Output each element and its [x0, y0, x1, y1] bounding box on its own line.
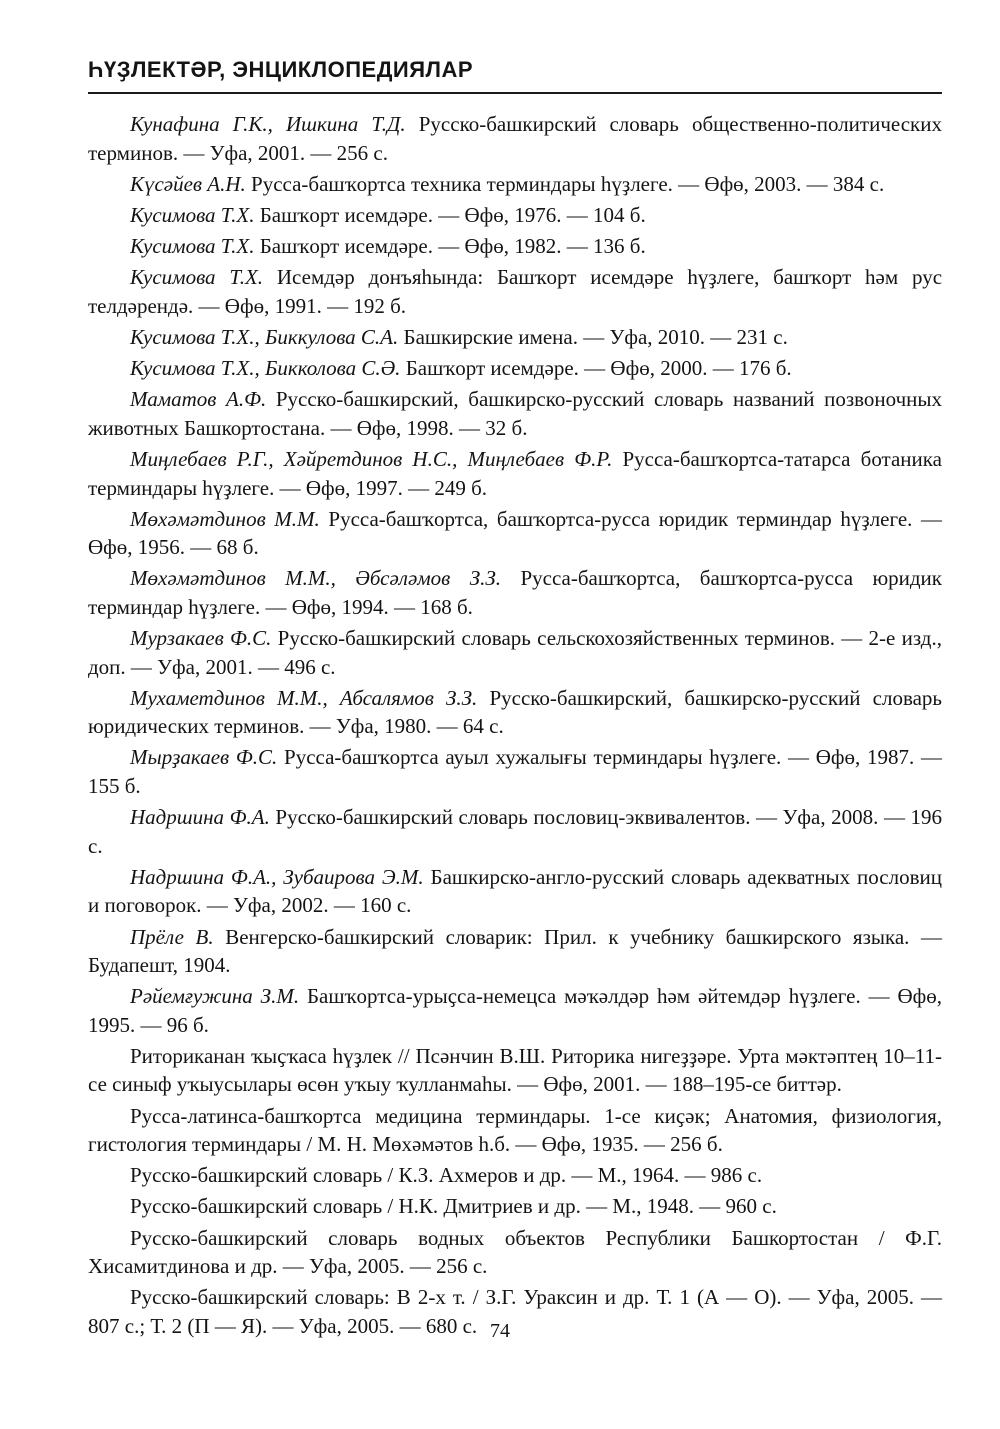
entry-text: Русско-башкирский словарь / К.З. Ахмеров и др. — М., 1964. — 986 с.	[130, 1163, 763, 1188]
bibliography-entry	[88, 1102, 942, 1159]
bibliography-entry	[88, 1161, 942, 1190]
page-content	[88, 50, 942, 1343]
bibliography-list	[88, 110, 942, 1340]
bibliography-entry	[88, 684, 942, 741]
bibliography-entry	[88, 743, 942, 800]
entry-authors: Кусимова Т.Х.	[130, 265, 264, 290]
entry-text: Русса-башҡортса-татарса ботаника терминдары һүҙлеге. — Өфө, 1997. — 249 б.	[88, 447, 942, 500]
entry-text: Венгерско-башкирский словарик: Прил. к учебнику башкирского языка. — Будапешт, 1904.	[88, 924, 942, 977]
entry-authors: Кусимова Т.Х.	[130, 202, 255, 227]
entry-text: Русско-башкирский словарь: В 2-х т. / З.Г. Ураксин и др. Т. 1 (А — О). — Уфа, 2005. — 807 с.; Т. 2 (П — Я). — Уфа, 2005. — 680 с.	[88, 1285, 942, 1338]
bibliography-entry	[88, 1042, 942, 1099]
bibliography-entry	[88, 1224, 942, 1281]
bibliography-entry	[88, 564, 942, 621]
entry-text: Башкирские имена. — Уфа, 2010. — 231 с.	[403, 324, 788, 349]
entry-authors: Күсәйев А.Н.	[130, 171, 246, 196]
bibliography-entry	[88, 110, 942, 167]
entry-text: Русса-башҡортса, башҡортса-русса юридик терминдар һүҙлеге. — Өфө, 1994. — 168 б.	[88, 566, 942, 619]
page-number: 74	[490, 1320, 510, 1342]
bibliography-entry	[88, 505, 942, 562]
entry-text: Башҡорт исемдәре. — Өфө, 2000. — 176 б.	[405, 356, 792, 381]
entry-authors: Мурзакаев Ф.С.	[130, 626, 272, 651]
entry-text: Русско-башкирский, башкирско-русский словарь юридических терминов. — Уфа, 1980. — 64 с.	[88, 685, 942, 739]
bibliography-entry	[88, 232, 942, 261]
entry-text: Русско-башкирский словарь сельскохозяйственных терминов. — 2-е изд., доп. — Уфа, 2001. — 496 с.	[88, 626, 942, 679]
entry-text: Башҡорт исемдәре. — Өфө, 1982. — 136 б.	[259, 234, 646, 259]
entry-text: Риториканан ҡыҫҡаса һүҙлек // Псәнчин В.Ш. Риторика нигеҙҙәре. Урта мәктәптең 10–11-се синыф уҡыусылары өсөн уҡыу ҡулланмаһы. — Өфө, 2001. — 188–195-се биттәр.	[88, 1043, 942, 1097]
entry-text: Русско-башкирский словарь пословиц-эквивалентов. — Уфа, 2008. — 196 с.	[88, 805, 943, 858]
bibliography-entry	[88, 263, 942, 320]
entry-text: Русса-башҡортса техника терминдары һүҙлеге. — Өфө, 2003. — 384 с.	[251, 171, 885, 196]
entry-authors: Мухаметдинов М.М., Абсалямов З.З.	[130, 685, 478, 710]
entry-authors: Кунафина Г.К., Ишкина Т.Д.	[130, 112, 406, 136]
bibliography-entry	[88, 354, 942, 383]
entry-authors: Мырҙакаев Ф.С.	[130, 745, 278, 770]
entry-authors: Кусимова Т.Х., Бикколова С.Ә.	[130, 356, 401, 381]
bibliography-entry	[88, 385, 942, 442]
entry-text: Русско-башкирский словарь / Н.К. Дмитриев и др. — М., 1948. — 960 с.	[130, 1194, 777, 1219]
bibliography-entry	[88, 982, 942, 1039]
entry-text: Русса-башҡортса ауыл хужалығы терминдары һүҙлеге. — Өфө, 1987. — 155 б.	[88, 745, 943, 798]
bibliography-entry	[88, 624, 942, 681]
bibliography-entry	[88, 923, 942, 980]
entry-text: Русса-башҡортса, башҡортса-русса юридик терминдар һүҙлеге. — Өфө, 1956. — 68 б.	[88, 506, 943, 560]
entry-text: Башҡортса-урыҫса-немецса мәҡәлдәр һәм әйтемдәр һүҙлеге. — Өфө, 1995. — 96 б.	[88, 984, 943, 1037]
bibliography-entry	[88, 863, 942, 920]
entry-text: Башкирско-англо-русский словарь адекватных пословиц и поговорок. — Уфа, 2002. — 160 с.	[88, 864, 943, 918]
running-head-title: ҺҮҘЛЕКТӘР, ЭНЦИКЛОПЕДИЯЛАР	[88, 57, 474, 82]
entry-authors: Мөхәмәтдинов М.М.	[130, 506, 320, 531]
entry-authors: Надршина Ф.А., Зубаирова Э.М.	[130, 864, 424, 889]
entry-authors: Кусимова Т.Х., Биккулова С.А.	[130, 324, 399, 349]
header-rule	[88, 92, 942, 94]
entry-authors: Рәйемғужина З.М.	[130, 984, 300, 1009]
bibliography-entry	[88, 323, 942, 352]
entry-authors: Мөхәмәтдинов М.М., Әбсәләмов З.З.	[130, 566, 502, 591]
bibliography-entry	[88, 170, 942, 199]
entry-text: Русско-башкирский словарь общественно-политических терминов. — Уфа, 2001. — 256 с.	[88, 112, 942, 165]
entry-text: Русса-латинса-башҡортса медицина терминдары. 1-се киҫәк; Анатомия, физиология, гистология терминдары / М. Н. Мөхәмәтов һ.б. — Өфө, 1935. — 256 б.	[88, 1103, 942, 1157]
entry-authors: Миңлебаев Р.Г., Хәйретдинов Н.С., Миңлебаев Ф.Р.	[130, 447, 613, 471]
bibliography-entry	[88, 1192, 942, 1221]
entry-authors: Прёле В.	[130, 924, 214, 949]
entry-text: Русско-башкирский словарь водных объектов Республики Башкортостан / Ф.Г. Хисамитдинова и др. — Уфа, 2005. — 256 с.	[88, 1225, 942, 1279]
entry-text: Исемдәр донъяһында: Башҡорт исемдәре һүҙлеге, башҡорт һәм рус телдәрендә. — Өфө, 1991. — 192 б.	[88, 265, 943, 318]
entry-authors: Маматов А.Ф.	[130, 387, 267, 412]
bibliography-entry	[88, 803, 942, 860]
entry-authors: Кусимова Т.Х.	[130, 234, 255, 259]
entry-authors: Надршина Ф.А.	[130, 805, 270, 830]
entry-text: Башҡорт исемдәре. — Өфө, 1976. — 104 б.	[259, 202, 646, 227]
bibliography-entry	[88, 201, 942, 230]
bibliography-entry	[88, 445, 942, 502]
entry-text: Русско-башкирский, башкирско-русский словарь названий позвоночных животных Башкортостана. — Өфө, 1998. — 32 б.	[88, 387, 943, 440]
